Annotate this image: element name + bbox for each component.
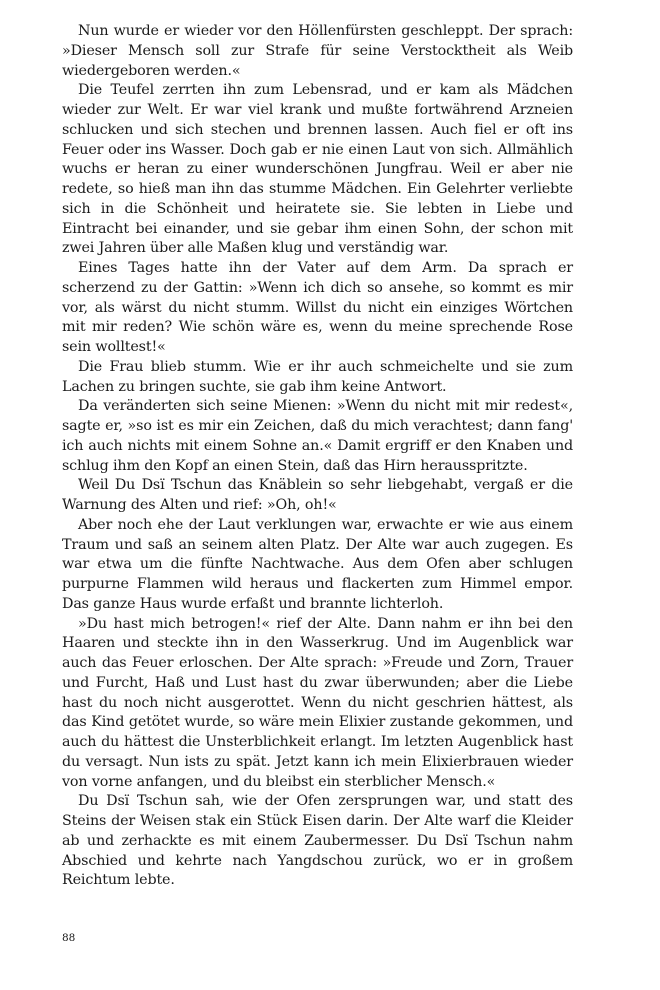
paragraph: Aber noch ehe der Laut verklungen war, erwachte er wie aus einem Traum und saß an seinem alten Platz. Der Alte war auch zugegen. Es war etwa um die fünfte Nachtwache. Aus dem Ofen aber schlugen purpurne Flammen wild heraus und flackerten zum Himmel empor. Das ganze Haus wurde erfaßt und brannte lichterloh. [62, 516, 573, 612]
paragraph: Weil Du Dsï Tschun das Knäblein so sehr liebgehabt, vergaß er die Warnung des Alten und rief: »Oh, oh!« [62, 477, 573, 513]
paragraph: Die Teufel zerrten ihn zum Lebensrad, und er kam als Mädchen wieder zur Welt. Er war viel krank und mußte fortwährend Arzneien schlucken und sich stechen und brennen lassen. Auch fiel er oft ins Feuer oder ins Wasser. Doch gab er nie einen Laut von sich. Allmählich wuchs er heran zu einer wunderschönen Jungfrau. Weil er aber nie redete, so hieß man ihn das stumme Mädchen. Ein Gelehrter verliebte sich in die Schönheit und heiratete sie. Sie lebten in Liebe und Eintracht bei einander, und sie gebar ihm einen Sohn, der schon mit zwei Jahren über alle Maßen klug und verständig war. [62, 82, 573, 257]
paragraph: Da veränderten sich seine Mienen: »Wenn du nicht mit mir redest«, sagte er, »so ist es mir ein Zeichen, daß du mich verachtest; dann fang' ich auch nichts mit einem Sohne an.« Damit ergriff er den Knaben und schlug ihm den Kopf an einen Stein, daß das Hirn herausspritzte. [62, 398, 573, 474]
paragraph: Die Frau blieb stumm. Wie er ihr auch schmeichelte und sie zum Lachen zu bringen suchte, sie gab ihm keine Antwort. [62, 358, 573, 395]
paragraph: Du Dsï Tschun sah, wie der Ofen zersprungen war, und statt des Steins der Weisen stak ein Stück Eisen darin. Der Alte warf die Kleider ab und zerhackte es mit einem Zaubermesser. Du Dsï Tschun nahm Abschied und kehrte nach Yangdschou zurück, wo er in großem Reichtum lebte. [62, 793, 573, 889]
paragraph: Nun wurde er wieder vor den Höllenfürsten geschleppt. Der sprach: »Dieser Mensch soll zur Strafe für seine Verstocktheit als Weib wiedergeboren werden.« [62, 23, 573, 79]
body-text [62, 22, 573, 891]
page-number: 88 [62, 932, 76, 944]
paragraph: Eines Tages hatte ihn der Vater auf dem Arm. Da sprach er scherzend zu der Gattin: »Wenn ich dich so ansehe, so kommt es mir vor, als wärst du nicht stumm. Willst du nicht ein einziges Wörtchen mit mir reden? Wie schön wäre es, wenn du meine sprechende Rose sein wolltest!« [62, 260, 573, 355]
paragraph: »Du hast mich betrogen!« rief der Alte. Dann nahm er ihn bei den Haaren und steckte ihn in den Wasserkrug. Und im Augenblick war auch das Feuer erloschen. Der Alte sprach: »Freude und Zorn, Trauer und Furcht, Haß und Lust hast du zwar überwunden; aber die Liebe hast du noch nicht ausgerottet. Wenn du nicht geschrien hättest, als das Kind getötet wurde, so wäre mein Elixier zustande gekommen, und auch du hättest die Unsterblichkeit erlangt. Im letzten Augenblick hast du versagt. Nun ists zu spät. Jetzt kann ich mein Elixierbrauen wieder von vorne anfangen, und du bleibst ein sterblicher Mensch.« [62, 615, 573, 790]
